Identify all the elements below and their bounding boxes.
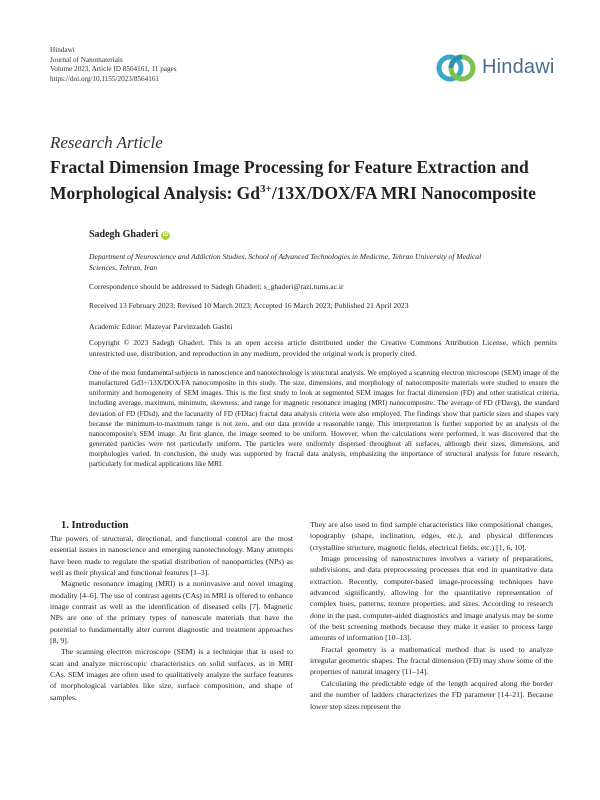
logo-wordmark: Hindawi [482,56,555,78]
paragraph: The powers of structural, directional, and functional control are the most essential issues in nanoscience and emerging nanotechnology. Many attempts have been made to regulate the spatial distribution of nanoparticles (NPs) as well as their physical and functional features [1–3]. [50,534,293,578]
journal-meta [50,46,177,84]
title-superscript: 3+ [260,183,272,195]
journal-name: Journal of Nanomaterials [50,55,123,64]
author-line [89,229,170,240]
affiliation: Department of Neuroscience and Addiction Studies, School of Advanced Technologies in Medicine, Tehran University of Medical Sciences, Tehran, Iran [89,252,482,272]
paragraph: Calculating the predictable edge of the length acquired along the border and the number of ladders characterizes the FD parameter [14–21]. Because lower step sizes represent the [310,678,553,711]
paragraph: The scanning electron microscope (SEM) is a technique that is used to scan and analyze microscopic characteristics on solid surfaces, as in MRI CAs. SEM images are often used to qualitatively analyze the surface features of morphological variables like size, surface composition, and shape of samples. [50,647,293,702]
doi-link[interactable]: https://doi.org/10.1155/2023/8564161 [50,74,160,83]
publication-dates: Received 13 February 2023; Revised 10 March 2023; Accepted 16 March 2023; Published 21 April 2023 [89,301,409,310]
paragraph: Magnetic resonance imaging (MRI) is a noninvasive and novel imaging modality [4–6]. The use of contrast agents (CAs) in MRI is offered to enhance image contrast as well as the identification of diseased cells [7]. Magnetic NPs are one of the primary types of nanoscale materials that have the potential to fundamentally alter current diagnostic and treatment approaches [8, 9]. [50,579,293,646]
right-column [310,519,553,712]
abstract: One of the most fundamental subjects in nanoscience and nanotechnology is structural analysis. We employed a scanning electron microscope (SEM) image of the manufactured Gd3+/13X/DOX/FA nanocomposite in this study. The size, dimensions, and morphology of nanocomposite materials were studied to ensure the uniformity and homogeneity of SEM images. This is the first study to look at segmented SEM images for fractal dimension (FD) and other statistical criteria, including average, maximum, minimum, skewness, and range for magnetic resonance imaging (MRI) nanocomposite. The average of FD (FDavg), the standard deviation of FD (FDsd), and the lacunarity of FD (FDlac) fractal data analysis criteria were also employed. The findings show that particle sizes and shapes vary because the minimum-to-maximum range is not zero, and our data provide a reasonable range. This interpretation is further supported by an analysis of the nanocomposite's SEM image. At first glance, the image seemed to be uniform. However, when the calculations were performed, it was discovered that the generated particles were not particularly uniform. The particles were uniformly dispersed throughout all surfaces, although their sizes, dimensions, and morphologies varied. In conclusion, the study was supported by fractal data analysis, emphasizing the importance of structural analysis for future research, particularly for medical applications like MRI. [89,369,559,469]
paragraph: They are also used to find sample characteristics like compositional changes, topography (shape, inclination, edges, etc.), and physical differences (crystalline structure, magnetic fields, electrical fields, etc.) [1, 6, 10]. [310,520,553,552]
title-text: Fractal Dimension Image Processing for Feature Extraction and Morphological Analysis: Gd [50,157,529,203]
orcid-icon[interactable]: iD [162,232,169,238]
title-text-end: /13X/DOX/FA MRI Nanocomposite [271,182,536,203]
academic-editor: Academic Editor: Mazeyar Parvinzadeh Gashti [89,322,233,331]
hindawi-logo-icon [436,48,476,88]
left-column [50,519,293,703]
article-title [50,156,560,204]
paragraph: Image processing of nanostructures involves a variety of preparations, subdivisions, and data preprocessing processes that end in quantitative data extraction. Recently, computer-based image-processing techniques have advanced significantly, allowing for the quantitative representation of complex hues, patterns, texture properties, and sizes. According to research done in the past, computer-aided diagnostics and image analysis may be some of the best screening methods because they make it easier to process large amounts of information [10–13]. [310,554,553,643]
copyright-notice: Copyright © 2023 Sadegh Ghaderi. This is an open access article distributed under the Creative Commons Attribution License, which permits unrestricted use, distribution, and reproduction in any medium, provided the original work is properly cited. [89,338,557,358]
author-name[interactable]: Sadegh Ghaderi [89,229,159,240]
publisher-name: Hindawi [50,46,75,54]
volume-line: Volume 2023, Article ID 8564161, 11 pages [50,65,177,74]
section-heading-introduction: 1. Introduction [61,520,129,531]
correspondence: Correspondence should be addressed to Sadegh Ghaderi; s_ghaderi@razi.tums.ac.ir [89,282,344,291]
paragraph: Fractal geometry is a mathematical method that is used to analyze irregular geometric shapes. The fractal dimension (FD) may show some of the properties of natural imagery [11–14]. [310,644,553,677]
article-type: Research Article [50,133,163,152]
hindawi-logo [436,48,556,88]
